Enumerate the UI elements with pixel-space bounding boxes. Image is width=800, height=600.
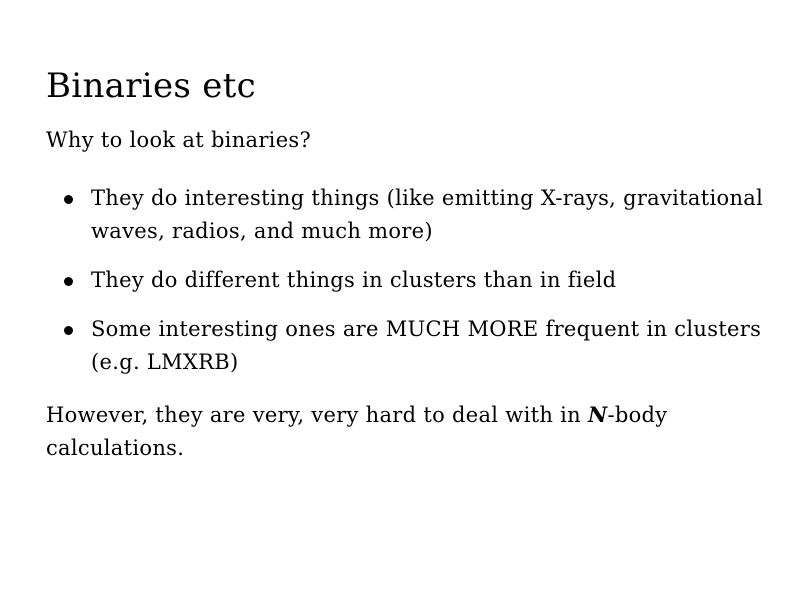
conclusion-text [46, 398, 746, 465]
conclusion-variable: N [587, 402, 608, 427]
bullet-text: Some interesting ones are MUCH MORE frequent in clusters (e.g. LMXRB) [91, 317, 762, 374]
slide-title: Binaries etc [46, 66, 256, 106]
bullet-text: They do different things in clusters than in field [91, 268, 617, 292]
bullet-item [46, 264, 766, 297]
bullet-text: They do interesting things (like emitting X-rays, gravitational waves, radios, and much more) [91, 186, 764, 243]
conclusion-part2: -body calculations. [46, 403, 668, 460]
bullet-icon [64, 277, 73, 286]
bullet-icon [64, 326, 73, 335]
bullet-list [46, 182, 766, 395]
bullet-item [46, 313, 766, 379]
intro-question: Why to look at binaries? [46, 128, 312, 152]
bullet-item [46, 182, 766, 248]
conclusion-part1: However, they are very, very hard to deal with in [46, 403, 588, 427]
bullet-icon [64, 195, 73, 204]
